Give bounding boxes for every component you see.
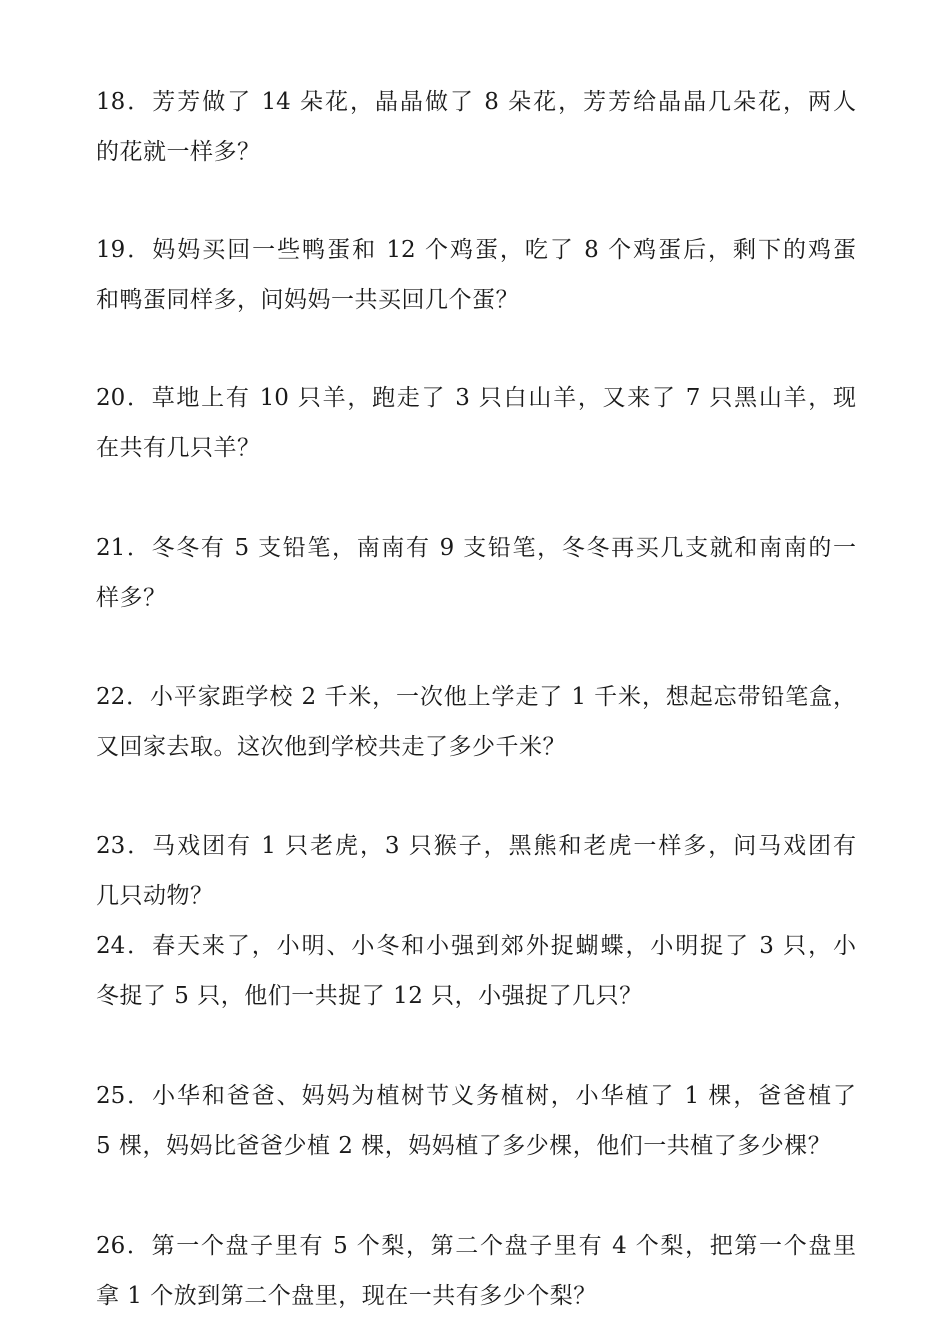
problem-26-line-2: 拿 1 个放到第二个盘里，现在一共有多少个梨？ <box>96 1283 597 1309</box>
problem-20-line-1: 20．草地上有 10 只羊，跑走了 3 只白山羊，又来了 7 只黑山羊，现 <box>96 385 856 411</box>
problem-26-line-1: 26．第一个盘子里有 5 个梨，第二个盘子里有 4 个梨，把第一个盘里 <box>96 1233 856 1259</box>
problem-23-line-1: 23．马戏团有 1 只老虎，3 只猴子，黑熊和老虎一样多，问马戏团有 <box>96 833 856 859</box>
problem-19-line-1: 19．妈妈买回一些鸭蛋和 12 个鸡蛋，吃了 8 个鸡蛋后，剩下的鸡蛋 <box>96 237 856 263</box>
problem-24-line-1: 24．春天来了，小明、小冬和小强到郊外捉蝴蝶，小明捉了 3 只，小 <box>96 933 856 959</box>
problem-22-line-1: 22．小平家距学校 2 千米，一次他上学走了 1 千米，想起忘带铅笔盒， <box>96 684 856 710</box>
problem-18-line-2: 的花就一样多？ <box>96 139 261 165</box>
problem-22-line-2: 又回家去取。这次他到学校共走了多少千米？ <box>96 734 566 760</box>
problem-18-line-1: 18．芳芳做了 14 朵花，晶晶做了 8 朵花，芳芳给晶晶几朵花，两人 <box>96 89 856 115</box>
problem-19-line-2: 和鸭蛋同样多，问妈妈一共买回几个蛋？ <box>96 287 519 313</box>
problem-20-line-2: 在共有几只羊？ <box>96 435 261 461</box>
problem-25-line-1: 25．小华和爸爸、妈妈为植树节义务植树，小华植了 1 棵，爸爸植了 <box>96 1083 856 1109</box>
problem-21-line-2: 样多？ <box>96 585 167 611</box>
problem-21-line-1: 21．冬冬有 5 支铅笔，南南有 9 支铅笔，冬冬再买几支就和南南的一 <box>96 535 856 561</box>
problem-23-line-2: 几只动物？ <box>96 883 214 909</box>
problem-24-line-2: 冬捉了 5 只，他们一共捉了 12 只，小强捉了几只？ <box>96 983 643 1009</box>
problem-25-line-2: 5 棵，妈妈比爸爸少植 2 棵，妈妈植了多少棵，他们一共植了多少棵？ <box>96 1133 832 1159</box>
